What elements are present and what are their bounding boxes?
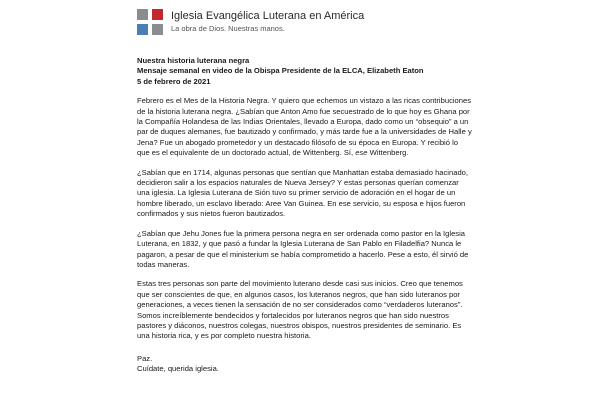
closing (137, 354, 472, 375)
org-tagline: La obra de Dios. Nuestras manos. (171, 24, 285, 33)
org-name: Iglesia Evangélica Luterana en América (171, 10, 365, 22)
paragraph-emphasis: ese (355, 148, 368, 158)
paragraph (137, 96, 472, 158)
paragraph-text: Febrero es el Mes de la Historia Negra. Y quiero que echemos un vistazo a las ricas contribuciones de la historia luterana negra. ¿Sabían que Anton Amo fue secuestrado de lo que hoy es Ghana por la Compañía Holandesa de las Indias Orientales, llevado a Europa, dado como un “obsequio” a un par de duques alemanes, fue bautizado y confirmado, y más tarde fue a la universidades de Halle y Jena? Fue un abogado prometedor y un destacado filósofo de su época en Europa. Y recibió lo que es el equivalente de un doctorado actual, de Wittenberg. Sí, (137, 96, 472, 158)
closing-line: Paz. (137, 353, 153, 363)
paragraph: ¿Sabían que Jehu Jones fue la primera persona negra en ser ordenada como pastor en la Iglesia Luterana, en 1832, y que pasó a fundar la Iglesia Luterana de San Pablo en Filadelfia? Nunca le pagaron, a pesar de que el ministerium se había comprometido a hacerlo. Pese a esto, él sirvió de todas maneras. (137, 228, 469, 269)
document-title: Nuestra historia luterana negra (137, 56, 250, 65)
document-body (137, 56, 472, 375)
paragraph: ¿Sabían que en 1714, algunas personas que sentían que Manhattan estaba demasiado hacinado, decidieron salir a los espacios naturales de Nueva Jersey? Y estas personas querían comenzar una iglesia. La Iglesia Luterana de Sión tuvo su primer servicio de adoración en el hogar de un hombre liberado, un esclavo liberado: Aree Van Guinea. En ese servicio, su esposa e hijos fueron confirmados y sus nietos fueron bautizados. (137, 167, 468, 219)
elca-logo-icon (137, 9, 163, 35)
paragraph-text: Wittenberg. (369, 148, 409, 158)
document-heading (137, 56, 472, 87)
closing-line: Cuídate, querida iglesia. (137, 364, 219, 374)
document-date: 5 de febrero de 2021 (137, 76, 211, 86)
header-logo (137, 9, 364, 35)
paragraph: Estas tres personas son parte del movimiento luterano desde casi sus inicios. Creo que tenemos que ser conscientes de que, en algunos casos, los luteranos negros, que han sido luteranos por generaciones, a veces tienen la sensación de no ser considerados como “verdaderos luteranos”. Somos increíblemente bendecidos y fortalecidos por luteranos negros que han sido nuestros pastores y diáconos, nuestros colegas, nuestros obispos, nuestros presidentes de seminario. Es una historia rica, y es por completo nuestra historia. (137, 279, 463, 341)
document-subtitle: Mensaje semanal en video de la Obispa Presidente de la ELCA, Elizabeth Eaton (137, 66, 424, 76)
